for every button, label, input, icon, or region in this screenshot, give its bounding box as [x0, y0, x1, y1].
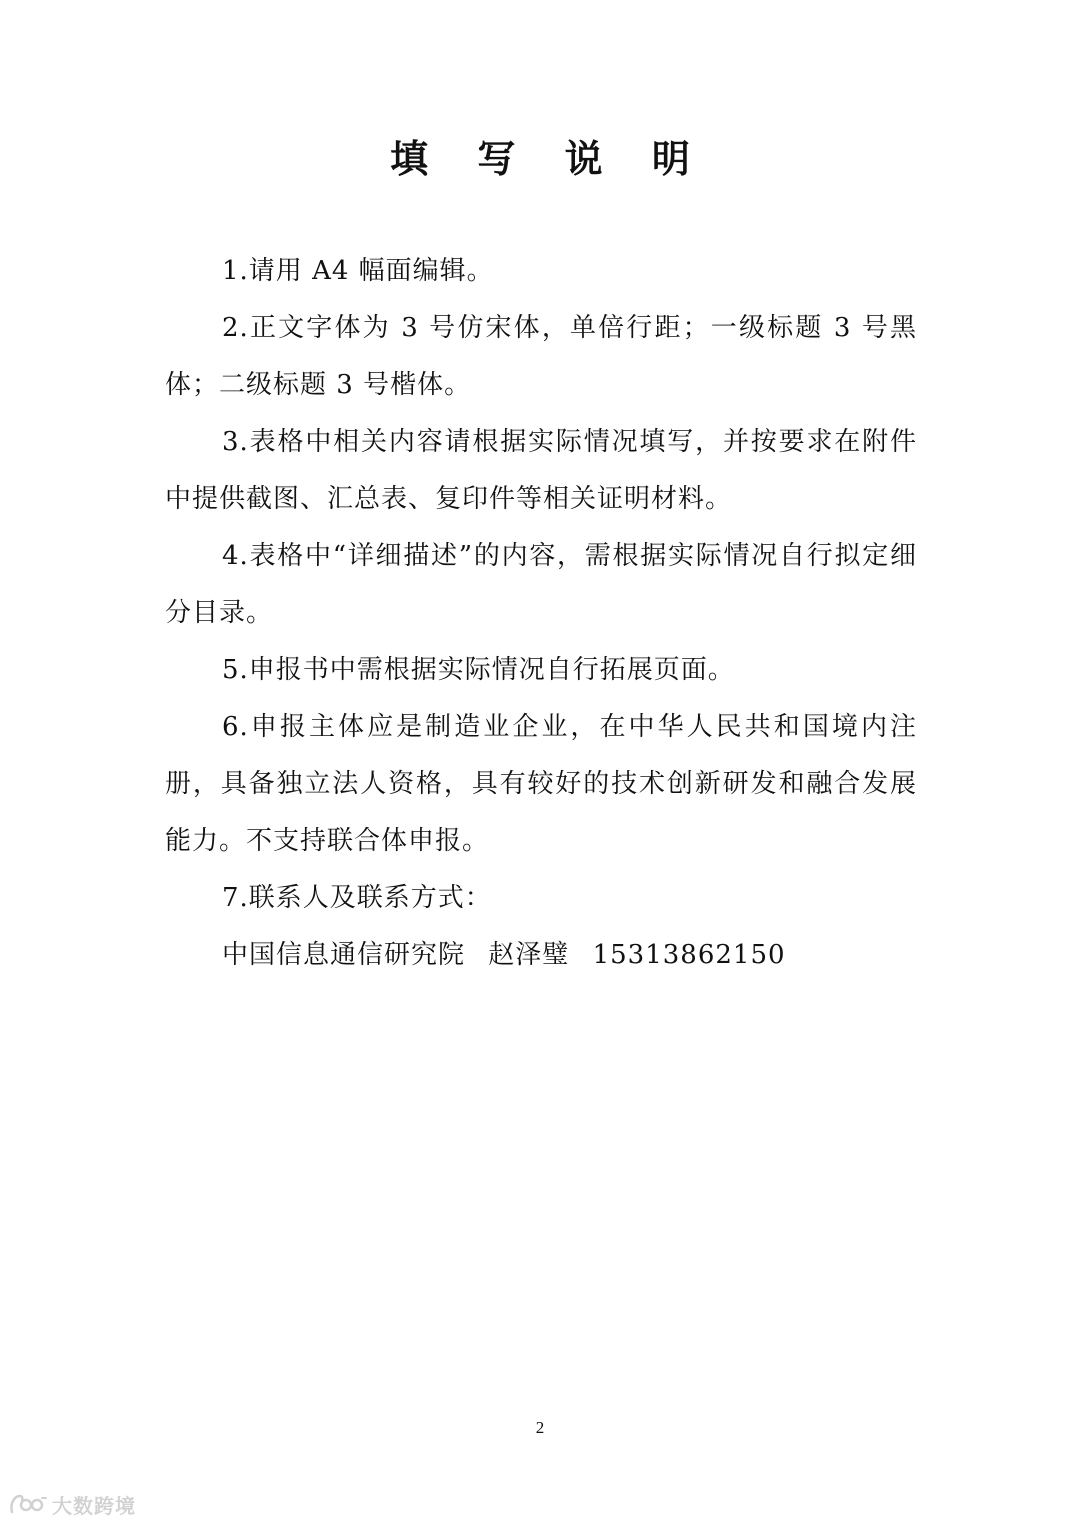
instructions-body — [165, 243, 917, 984]
instruction-item-6: 6.申报主体应是制造业企业，在中华人民共和国境内注册，具备独立法人资格，具有较好的技术创新研发和融合发展能力。不支持联合体申报。 — [165, 712, 917, 856]
page-title: 填 写 说 明 — [390, 137, 708, 181]
watermark — [8, 1490, 136, 1518]
contact-info — [165, 927, 917, 984]
instruction-item-5: 5.申报书中需根据实际情况自行拓展页面。 — [222, 655, 735, 685]
instruction-item-2: 2.正文字体为 3 号仿宋体，单倍行距；一级标题 3 号黑体；二级标题 3 号楷体。 — [165, 313, 917, 400]
contact-name: 赵泽璧 — [488, 940, 570, 970]
watermark-text: 大数跨境 — [52, 1493, 136, 1518]
contact-phone: 15313862150 — [592, 940, 786, 970]
instruction-item-7: 7.联系人及联系方式： — [222, 883, 492, 913]
page-number: 2 — [535, 1418, 545, 1437]
instruction-item-3: 3.表格中相关内容请根据实际情况填写，并按要求在附件中提供截图、汇总表、复印件等相关证明材料。 — [165, 427, 917, 514]
instruction-item-1: 1.请用 A4 幅面编辑。 — [222, 256, 494, 286]
contact-organization: 中国信息通信研究院 — [222, 940, 466, 970]
brand-logo-icon — [8, 1492, 48, 1516]
instruction-item-4: 4.表格中“详细描述”的内容，需根据实际情况自行拟定细分目录。 — [165, 541, 917, 628]
